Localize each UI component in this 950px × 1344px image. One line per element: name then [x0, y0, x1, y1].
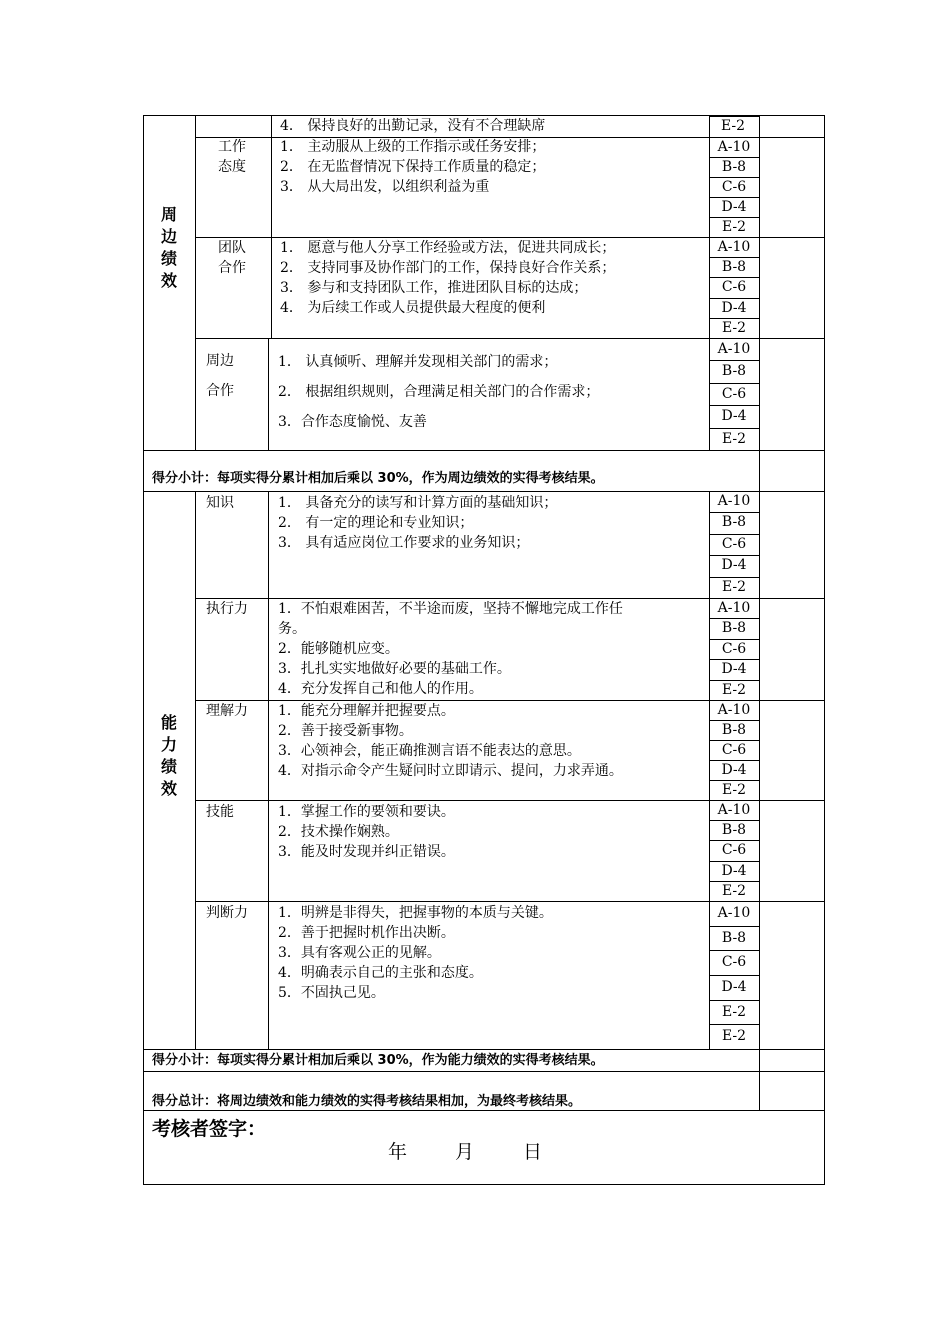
grade-cell: A-10: [717, 702, 751, 718]
grid-vline: [268, 338, 269, 450]
grade-cell: E-2: [721, 578, 747, 595]
list-item: 2． 根据组织规则，合理满足相关部门的合作需求；: [278, 384, 600, 400]
grade-cell: A-10: [717, 341, 751, 357]
items-peripheral-cooperation: [278, 347, 599, 437]
list-item: 4． 为后续工作或人员提供最大程度的便利: [280, 300, 546, 316]
grade-cell: E-2: [721, 430, 747, 447]
grade-cell: C-6: [721, 535, 747, 552]
grade-cell: C-6: [721, 179, 747, 195]
grade-cell: E-2: [721, 219, 747, 235]
list-item: 3． 参与和支持团队工作，推进团队目标的达成；: [280, 280, 588, 296]
list-item: 2． 支持同事及协作部门的工作，保持良好合作关系；: [280, 260, 616, 276]
items-skills: [278, 802, 455, 862]
date-month: 月: [455, 1141, 475, 1163]
date-day: 日: [523, 1141, 543, 1163]
grade-cell: B-8: [721, 822, 747, 839]
grade-cell: B-8: [721, 259, 747, 276]
grade-cell: A-10: [717, 239, 751, 255]
items-execution: [278, 599, 623, 699]
list-item: 4．对指示命令产生疑问时立即请示、提问，力求弄通。: [278, 763, 623, 779]
list-item: 4．充分发挥自己和他人的作用。: [278, 681, 483, 697]
final-total: 得分总计：将周边绩效和能力绩效的实得考核结果相加，为最终考核结果。: [152, 1094, 582, 1109]
grade-cell: A-10: [717, 139, 751, 155]
items-comprehension: [278, 701, 623, 781]
grade-cell: D-4: [721, 661, 747, 678]
grid-vline: [759, 115, 760, 491]
grade-cell: A-10: [717, 802, 751, 818]
list-item: 1． 主动服从上级的工作指示或任务安排；: [280, 139, 546, 155]
grid-hline: [143, 450, 825, 451]
list-item: 3．心领神会，能正确推测言语不能表达的意思。: [278, 743, 581, 759]
group-judgment: 判断力: [206, 905, 248, 921]
group-execution: 执行力: [206, 601, 248, 617]
peripheral-subtotal: 得分小计：每项实得分累计相加后乘以 30%，作为周边绩效的实得考核结果。: [152, 471, 604, 486]
grid-vline: [195, 491, 196, 1049]
grade-cell: A-10: [717, 600, 751, 616]
list-item: 2． 有一定的理论和专业知识；: [278, 515, 474, 531]
grade-cell: B-8: [721, 159, 747, 175]
list-item: 1．不怕艰难困苦，不半途而废，坚持不懈地完成工作任: [278, 601, 623, 617]
group-teamwork: 团队 合作: [218, 240, 246, 276]
items-work-attitude: [280, 137, 545, 197]
list-item: 3．合作态度愉悦、友善: [278, 414, 427, 430]
signature-label: 考核者签字：: [152, 1118, 267, 1140]
list-item: 3．具有客观公正的见解。: [278, 945, 441, 961]
list-item: 1． 认真倾听、理解并发现相关部门的需求；: [278, 354, 558, 370]
grade-cell: E-2: [721, 681, 747, 698]
grade-cell: E-2: [721, 782, 747, 798]
group-comprehension: 理解力: [206, 703, 248, 719]
attendance-item: 4． 保持良好的出勤记录，没有不合理缺席: [280, 118, 546, 134]
list-item: 3．能及时发现并纠正错误。: [278, 844, 455, 860]
group-skills: 技能: [206, 804, 234, 820]
grid-hline: [143, 1049, 825, 1050]
list-item: 1．掌握工作的要领和要诀。: [278, 804, 455, 820]
grade-cell: C-6: [721, 842, 747, 859]
grade-cell: B-8: [721, 620, 747, 637]
grade-cell: A-10: [717, 905, 751, 921]
category-peripheral: 周边绩效: [160, 205, 177, 290]
list-item: 4．明确表示自己的主张和态度。: [278, 965, 483, 981]
items-teamwork: [280, 238, 615, 318]
list-item: 1．能充分理解并把握要点。: [278, 703, 455, 719]
grade-cell: E-2: [721, 1003, 747, 1020]
grid-vline: [268, 491, 269, 1049]
grade-cell: B-8: [721, 929, 747, 946]
list-item: 1． 愿意与他人分享工作经验或方法，促进共同成长；: [280, 240, 616, 256]
items-judgment: [278, 903, 553, 1003]
grade-cell: E-2: [721, 319, 747, 336]
attendance-grade: E-2: [720, 118, 746, 134]
list-item: 2．善于接受新事物。: [278, 723, 413, 739]
list-item: 1．明辨是非得失，把握事物的本质与关键。: [278, 905, 553, 921]
list-item: 3． 从大局出发，以组织利益为重: [280, 179, 490, 195]
grade-cell: C-6: [721, 954, 747, 971]
grade-cell: D-4: [721, 199, 747, 215]
group-knowledge: 知识: [206, 495, 234, 511]
grade-cell: A-10: [717, 493, 751, 509]
grade-cell: B-8: [721, 514, 747, 531]
list-item: 务。: [278, 621, 306, 637]
date-year: 年: [388, 1141, 408, 1163]
list-item: 3． 具有适应岗位工作要求的业务知识；: [278, 535, 530, 551]
grade-cell: D-4: [721, 862, 747, 879]
items-knowledge: [278, 493, 557, 553]
list-item: 2．技术操作娴熟。: [278, 824, 399, 840]
list-item: 1． 具备充分的读写和计算方面的基础知识；: [278, 495, 558, 511]
grade-cell: D-4: [721, 762, 747, 778]
group-peripheral-cooperation: 周边 合作: [206, 353, 234, 399]
grade-cell: E-2: [721, 1028, 747, 1045]
list-item: 3．扎扎实实地做好必要的基础工作。: [278, 661, 511, 677]
group-work-attitude: 工作 态度: [218, 139, 246, 175]
grade-cell: D-4: [721, 408, 747, 425]
grade-cell: D-4: [721, 979, 747, 995]
grade-cell: B-8: [721, 722, 747, 738]
grade-cell: D-4: [721, 299, 747, 316]
grade-cell: C-6: [721, 640, 747, 657]
list-item: 2．善于把握时机作出决断。: [278, 925, 455, 941]
list-item: 2． 在无监督情况下保持工作质量的稳定；: [280, 159, 546, 175]
grade-cell: C-6: [721, 385, 747, 402]
grade-cell: C-6: [721, 279, 747, 296]
grade-cell: D-4: [721, 557, 747, 574]
grade-cell: E-2: [721, 882, 747, 899]
grade-cell: C-6: [721, 742, 747, 758]
grid-vline: [271, 115, 272, 338]
grade-cell: B-8: [721, 363, 747, 380]
grid-vline: [195, 115, 196, 450]
ability-subtotal: 得分小计：每项实得分累计相加后乘以 30%，作为能力绩效的实得考核结果。: [152, 1053, 604, 1068]
category-ability: 能力绩效: [160, 713, 177, 798]
list-item: 2．能够随机应变。: [278, 641, 399, 657]
list-item: 5．不固执己见。: [278, 985, 385, 1001]
grid-hline: [143, 1071, 825, 1072]
